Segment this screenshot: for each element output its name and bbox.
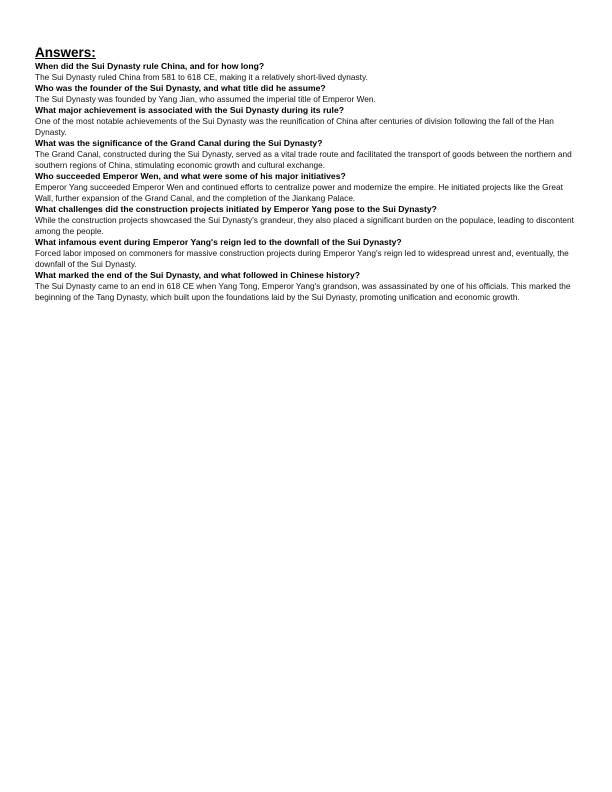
answers-heading: Answers: xyxy=(35,45,96,60)
qa-item xyxy=(35,237,580,270)
qa-item xyxy=(35,61,580,83)
question-text: What challenges did the construction projects initiated by Emperor Yang pose to the Sui Dynasty? xyxy=(35,204,437,214)
question-text: What infamous event during Emperor Yang's reign led to the downfall of the Sui Dynasty? xyxy=(35,237,402,247)
qa-item xyxy=(35,171,580,204)
question-text: Who succeeded Emperor Wen, and what were some of his major initiatives? xyxy=(35,171,346,181)
qa-item xyxy=(35,105,580,138)
qa-item xyxy=(35,83,580,105)
answer-text: The Sui Dynasty ruled China from 581 to 618 CE, making it a relatively short-lived dynasty. xyxy=(35,72,368,82)
answer-text: Emperor Yang succeeded Emperor Wen and continued efforts to centralize power and modernize the empire. He initiated projects like the Great Wall, further expansion of the Grand Canal, and the completion of the Jiankang Palace. xyxy=(35,182,563,203)
qa-item xyxy=(35,204,580,237)
answer-text: The Sui Dynasty was founded by Yang Jian, who assumed the imperial title of Emperor Wen. xyxy=(35,94,376,104)
question-text: What marked the end of the Sui Dynasty, and what followed in Chinese history? xyxy=(35,270,361,280)
question-text: What major achievement is associated with the Sui Dynasty during its rule? xyxy=(35,105,344,115)
answer-text: Forced labor imposed on commoners for massive construction projects during Emperor Yang's reign led to widespread unrest and, eventually, the downfall of the Sui Dynasty. xyxy=(35,248,569,269)
answer-text: One of the most notable achievements of the Sui Dynasty was the reunification of China after centuries of division following the fall of the Han Dynasty. xyxy=(35,116,554,137)
qa-item xyxy=(35,138,580,171)
question-text: When did the Sui Dynasty rule China, and for how long? xyxy=(35,61,265,71)
answer-text: The Grand Canal, constructed during the Sui Dynasty, served as a vital trade route and facilitated the transport of goods between the northern and southern regions of China, stimulating economic growth and cultural exchange. xyxy=(35,149,572,170)
question-text: Who was the founder of the Sui Dynasty, and what title did he assume? xyxy=(35,83,326,93)
answer-text: While the construction projects showcased the Sui Dynasty's grandeur, they also placed a significant burden on the populace, leading to discontent among the people. xyxy=(35,215,574,236)
answer-sheet xyxy=(35,45,580,303)
question-text: What was the significance of the Grand Canal during the Sui Dynasty? xyxy=(35,138,323,148)
qa-item xyxy=(35,270,580,303)
answer-text: The Sui Dynasty came to an end in 618 CE when Yang Tong, Emperor Yang's grandson, was assassinated by one of his officials. This marked the beginning of the Tang Dynasty, which built upon the foundations laid by the Sui Dynasty, promoting unification and economic growth. xyxy=(35,281,571,302)
